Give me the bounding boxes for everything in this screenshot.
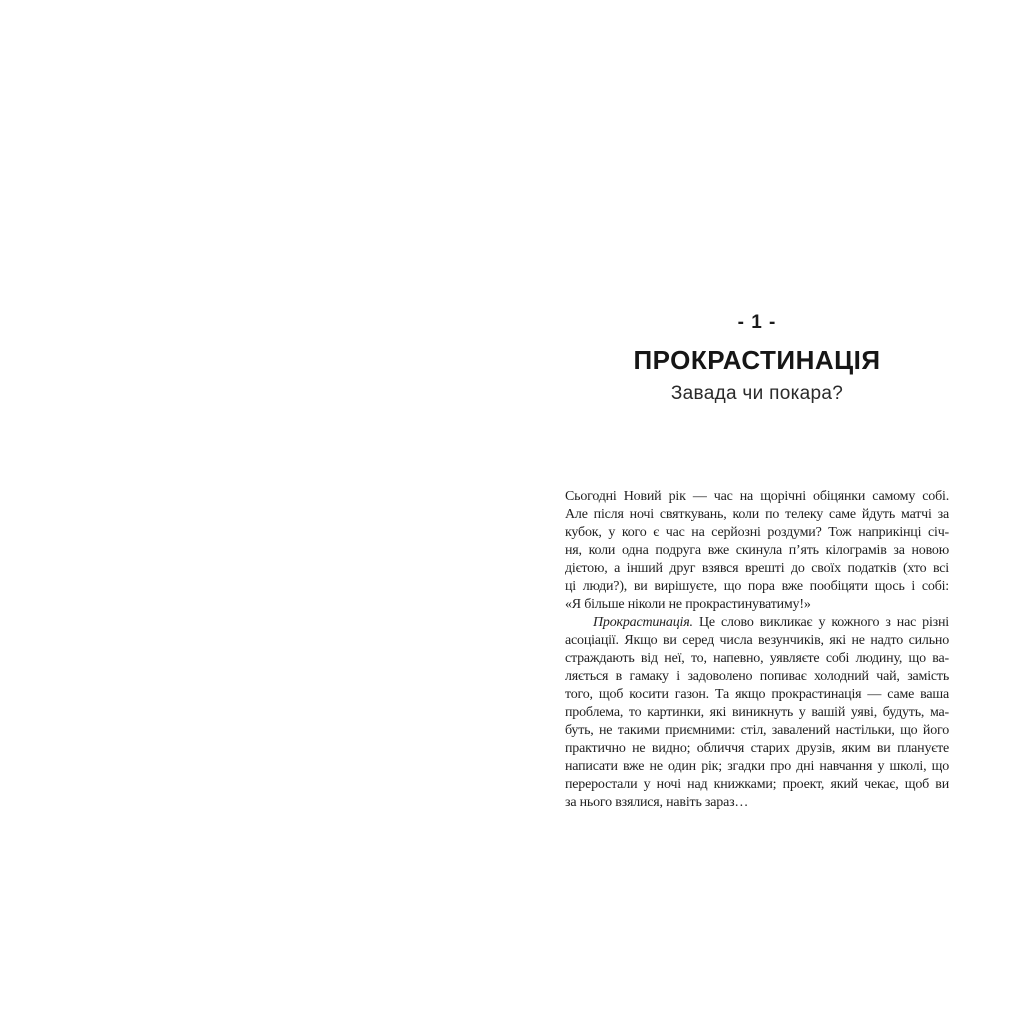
body-line: Сьогодні Новий рік — час на щорічні обіцянки самому собі. <box>565 489 949 504</box>
body-line: того, щоб косити газон. Та якщо прокрастинація — саме ваша <box>565 687 949 702</box>
chapter-title: ПРОКРАСТИНАЦІЯ <box>633 345 881 375</box>
chapter-number: - 1 - <box>737 312 777 333</box>
body-line: за нього взялися, навіть зараз… <box>565 795 749 810</box>
body-text <box>565 488 949 812</box>
body-line: асоціації. Якщо ви серед числа везунчиків, які не надто сильно <box>565 633 949 648</box>
body-line: проблема, то картинки, які виникнуть у вашій уяві, будуть, ма- <box>565 705 949 720</box>
text-column <box>565 0 949 1024</box>
body-line: написати вже не один рік; згадки про дні навчання у школі, що <box>565 759 949 774</box>
paragraph-lead-italic: Прокрастинація. <box>593 615 693 630</box>
body-line: ляється в гамаку і задоволено попиває холодний чай, замість <box>565 669 949 684</box>
body-line <box>565 614 949 632</box>
body-line-text: Це слово викликає у кожного з нас різні <box>698 615 949 630</box>
chapter-subtitle: Завада чи покара? <box>670 383 844 404</box>
body-line: ці люди?), ви вирішуєте, що пора вже пообіцяти щось і собі: <box>565 579 949 594</box>
body-line: практично не видно; обличчя старих друзів, яким ви плануєте <box>565 741 949 756</box>
body-line: кубок, у кого є час на серйозні роздуми? Тож наприкінці січ- <box>565 525 949 540</box>
body-line: буть, не такими приємними: стіл, завалений настільки, що його <box>565 723 949 738</box>
body-line: переростали у ночі над книжками; проект, який чекає, щоб ви <box>565 777 949 792</box>
body-line: ня, коли одна подруга вже скинула п’ять кілограмів за новою <box>565 543 949 558</box>
body-line: «Я більше ніколи не прокрастинуватиму!» <box>565 597 811 612</box>
body-line: дієтою, а інший друг взявся врешті до своїх податків (хто всі <box>565 561 949 576</box>
body-line: Але після ночі святкувань, коли по телеку саме йдуть матчі за <box>565 507 949 522</box>
body-line: страждають від неї, то, напевно, уявляєте собі людину, що ва- <box>565 651 949 666</box>
